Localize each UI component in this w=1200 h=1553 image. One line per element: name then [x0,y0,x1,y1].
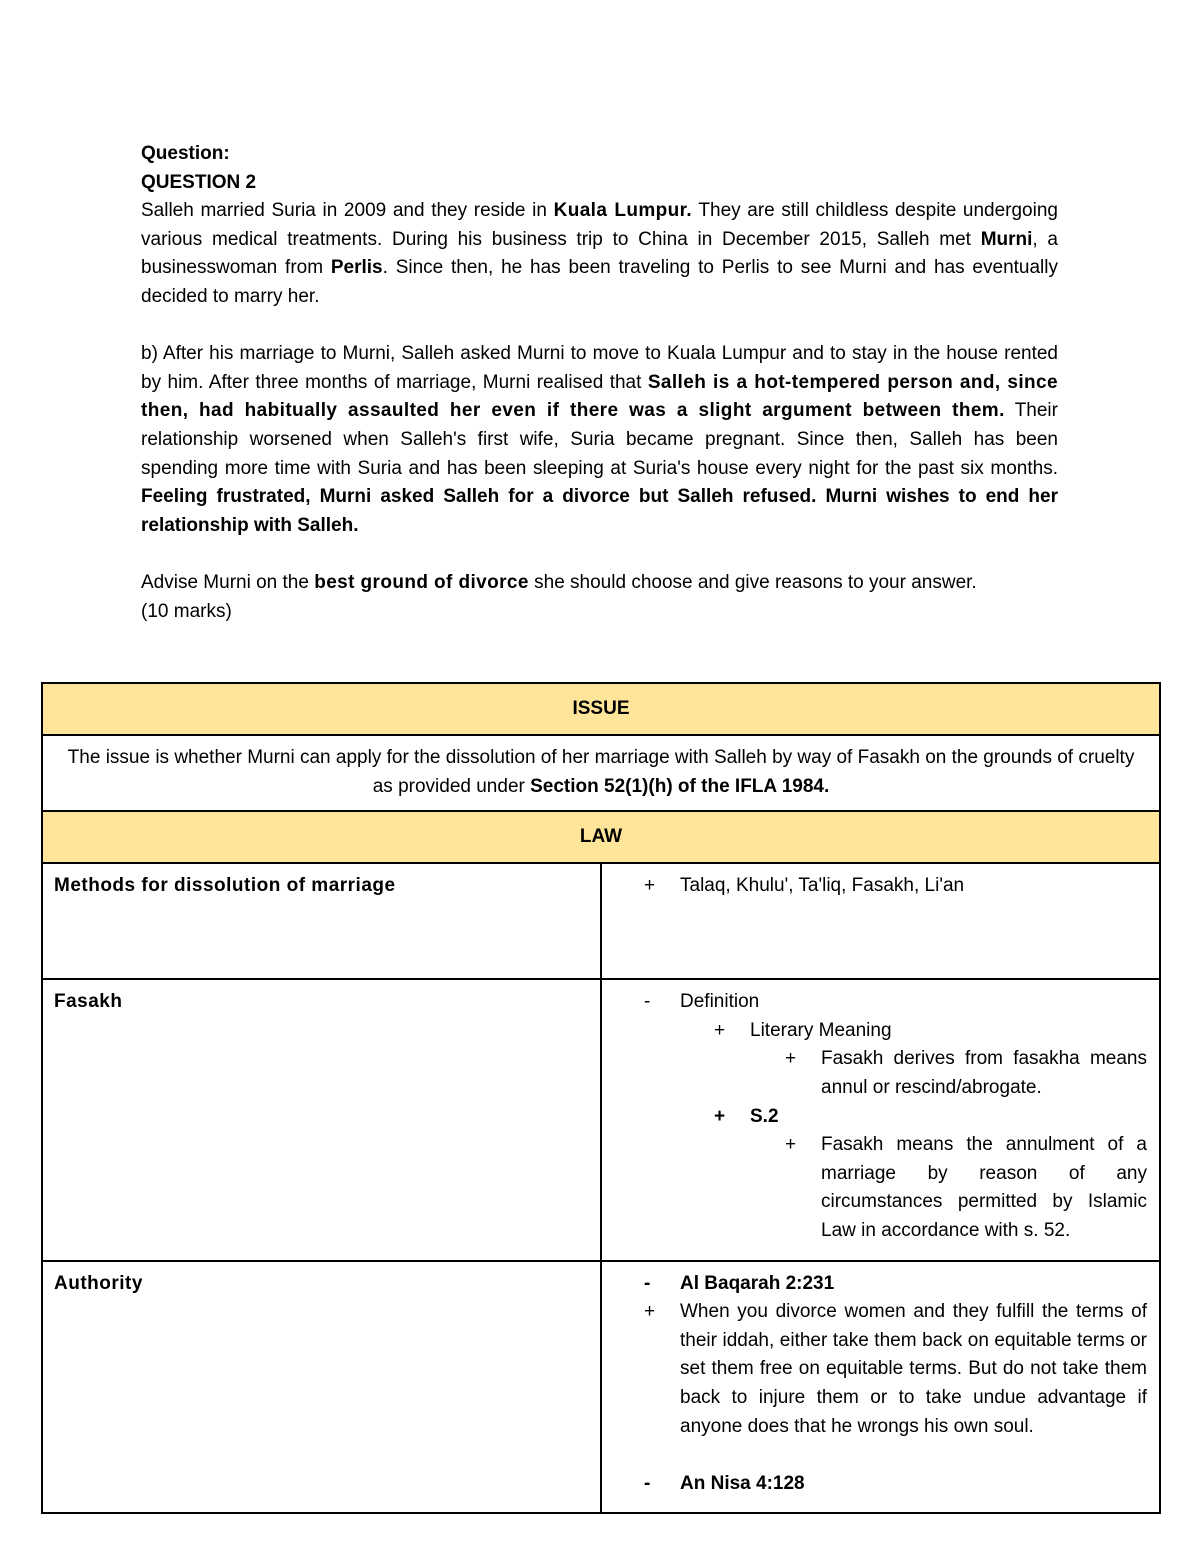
list-item: + Talaq, Khulu', Ta'liq, Fasakh, Li'an [644,875,965,897]
list-item: + Literary Meaning [714,1019,892,1041]
list-item: - An Nisa 4:128 [644,1472,805,1494]
list-item: + Fasakh means the annulment of a marriage by reason of any circumstances permitted by Islamic Law in accordance with s. 52. [785,1134,1147,1241]
row-label-authority: Authority [42,1261,601,1514]
list-item: + Fasakh derives from fasakha means annul or rescind/abrogate. [785,1048,1147,1098]
question-number: QUESTION 2 [141,171,257,193]
question-part-b: b) After his marriage to Murni, Salleh asked Murni to move to Kuala Lumpur and to stay in the house rented by him. After three months of marriage, Murni realised that Salleh is a hot-tempered person and, since then, had habitually assaulted her even if there was a slight argument between them. Their relationship worsened when Salleh's first wife, Suria became pregnant. Since then, Salleh has been spending more time with Suria and has been sleeping at Suria's house every night for the past six months. Feeling frustrated, Murni asked Salleh for a divorce but Salleh refused. Murni wishes to end her relationship with Salleh. [141,343,1058,536]
question-advise: Advise Murni on the best ground of divorce she should choose and give reasons to your answer. [141,571,977,593]
question-marks: (10 marks) [141,600,232,622]
question-block [141,140,1058,626]
row-label-fasakh: Fasakh [42,979,601,1260]
law-header: LAW [42,811,1160,863]
row-content-methods [601,863,1160,979]
analysis-table [41,682,1161,1514]
row-content-authority [601,1261,1160,1514]
question-label: Question: [141,143,230,164]
row-label-methods: Methods for dissolution of marriage [42,863,601,979]
list-item: - Al Baqarah 2:231 [644,1272,835,1294]
list-item: - Definition [644,991,760,1013]
list-item: + S.2 [714,1105,779,1127]
issue-statement: The issue is whether Murni can apply for the dissolution of her marriage with Salleh by way of Fasakh on the grounds of cruelty as provided under Section 52(1)(h) of the IFLA 1984. [42,735,1160,811]
list-item: + When you divorce women and they fulfill the terms of their iddah, either take them back on equitable terms or set them free on equitable terms. But do not take them back to injure them or to take undue advantage if anyone does that he wrongs his own soul. [644,1301,1147,1437]
question-intro: Salleh married Suria in 2009 and they reside in Kuala Lumpur. They are still childless despite undergoing various medical treatments. During his business trip to China in December 2015, Salleh met Murni, a businesswoman from Perlis. Since then, he has been traveling to Perlis to see Murni and has eventually decided to marry her. [141,200,1058,307]
row-content-fasakh [601,979,1160,1260]
issue-header: ISSUE [42,683,1160,735]
